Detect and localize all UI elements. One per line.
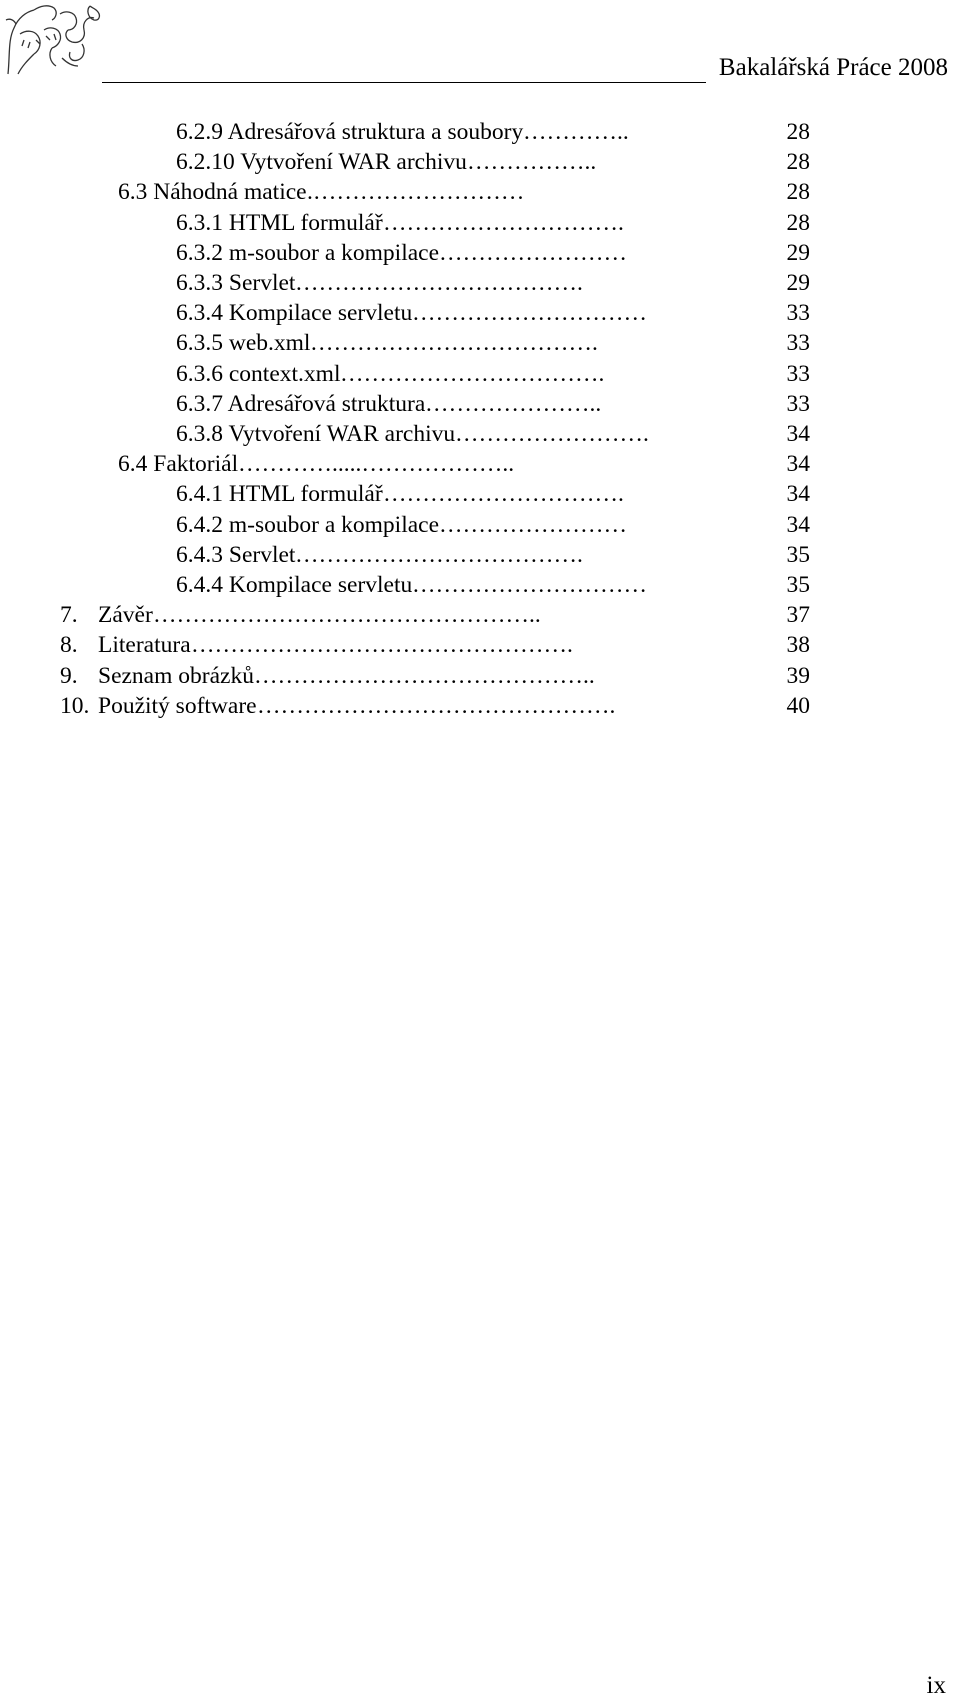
toc-entry-leader: …………………… (439, 511, 627, 538)
toc-entry-page: 28 (786, 179, 810, 206)
toc-entry-page: 29 (786, 270, 810, 296)
toc-entry-number: 7. (60, 602, 78, 629)
toc-entry-title: 6.4.4 Kompilace servletu (176, 572, 413, 598)
toc-entry-page: 40 (786, 692, 810, 719)
toc-entry-page: 35 (786, 572, 810, 598)
toc-entry-title: 6.4 Faktoriál (118, 451, 239, 478)
toc-entry-title: 6.3.3 Servlet (176, 270, 296, 296)
toc-entry-title: Seznam obrázků (98, 662, 254, 689)
toc-entry-title: 6.4.3 Servlet (176, 541, 296, 568)
toc-entry-leader: ………………………………………….. (153, 602, 541, 629)
toc-entry-title: 6.2.9 Adresářová struktura a soubory (176, 119, 524, 145)
toc-entry-page: 34 (786, 511, 810, 538)
toc-entry-title: 6.3.1 HTML formulář (176, 209, 383, 236)
toc-entry-title: 6.3 Náhodná matice (118, 179, 307, 206)
toc-entry-leader: ………………………………………. (257, 692, 616, 719)
toc-entry-number: 9. (60, 662, 78, 689)
toc-entry-leader: ………………………… (412, 572, 647, 598)
toc-entry-leader: …………………………. (383, 481, 624, 508)
toc-entry-leader: .……………………… (307, 179, 525, 206)
toc-entry-title: 6.3.4 Kompilace servletu (176, 300, 413, 327)
toc-entry-leader: ………………………… (412, 300, 647, 327)
toc-entry-title: 6.3.2 m-soubor a kompilace (176, 239, 440, 266)
toc-entry-leader: ………………………………. (310, 330, 598, 357)
toc-entry-leader: …………………………………….. (254, 662, 595, 689)
toc-entry-title: 6.3.7 Adresářová struktura (176, 390, 426, 417)
toc-entry-number: 8. (60, 632, 78, 659)
toc-entry-leader: …………………………………………. (191, 632, 573, 659)
toc-entry-leader: ………………….. (425, 390, 602, 417)
toc-entry-title: 6.3.8 Vytvoření WAR archivu (176, 421, 456, 447)
toc-entry-page: 35 (786, 541, 810, 568)
toc-entry-page: 34 (786, 481, 810, 508)
toc-entry-title: 6.4.2 m-soubor a kompilace (176, 511, 440, 538)
toc-entry-leader: ……………………. (455, 421, 649, 447)
toc-entry-page: 28 (786, 119, 810, 145)
toc-entry-page: 34 (786, 421, 810, 447)
toc-entry-page: 33 (786, 300, 810, 327)
toc-entry-leader: …………………………. (383, 209, 624, 236)
toc-entry-page: 28 (786, 149, 810, 176)
table-of-contents (0, 0, 960, 760)
toc-entry-page: 38 (786, 632, 810, 659)
toc-entry-title: 6.4.1 HTML formulář (176, 481, 383, 508)
toc-entry-number: 10. (60, 692, 90, 719)
toc-entry-page: 39 (786, 662, 810, 689)
header-title: Bakalářská Práce 2008 (718, 54, 948, 81)
toc-entry-leader: ………….....……………….. (238, 451, 515, 478)
toc-entry-leader: ………….. (523, 119, 629, 145)
toc-entry-leader: ……………………………. (340, 360, 605, 387)
toc-entry-title: Závěr (98, 602, 153, 629)
toc-entry-page: 33 (786, 390, 810, 417)
toc-entry-page: 33 (786, 360, 810, 387)
toc-entry-page: 37 (786, 602, 810, 629)
toc-entry-title: 6.2.10 Vytvoření WAR archivu (176, 149, 467, 176)
toc-entry-leader: …………….. (467, 149, 597, 176)
page-number: ix (926, 1672, 946, 1699)
toc-entry-page: 28 (786, 209, 810, 236)
toc-entry-page: 34 (786, 451, 810, 478)
toc-entry-title: 6.3.5 web.xml (176, 330, 311, 357)
toc-entry-leader: ………………………………. (295, 541, 583, 568)
toc-entry-page: 29 (786, 239, 810, 266)
toc-entry-leader: …………………… (439, 239, 627, 266)
toc-entry-title: 6.3.6 context.xml (176, 360, 341, 387)
toc-entry-title: Použitý software (98, 692, 257, 719)
toc-entry-leader: ………………………………. (295, 270, 583, 296)
toc-entry-title: Literatura (98, 632, 191, 659)
toc-entry-page: 33 (786, 330, 810, 357)
